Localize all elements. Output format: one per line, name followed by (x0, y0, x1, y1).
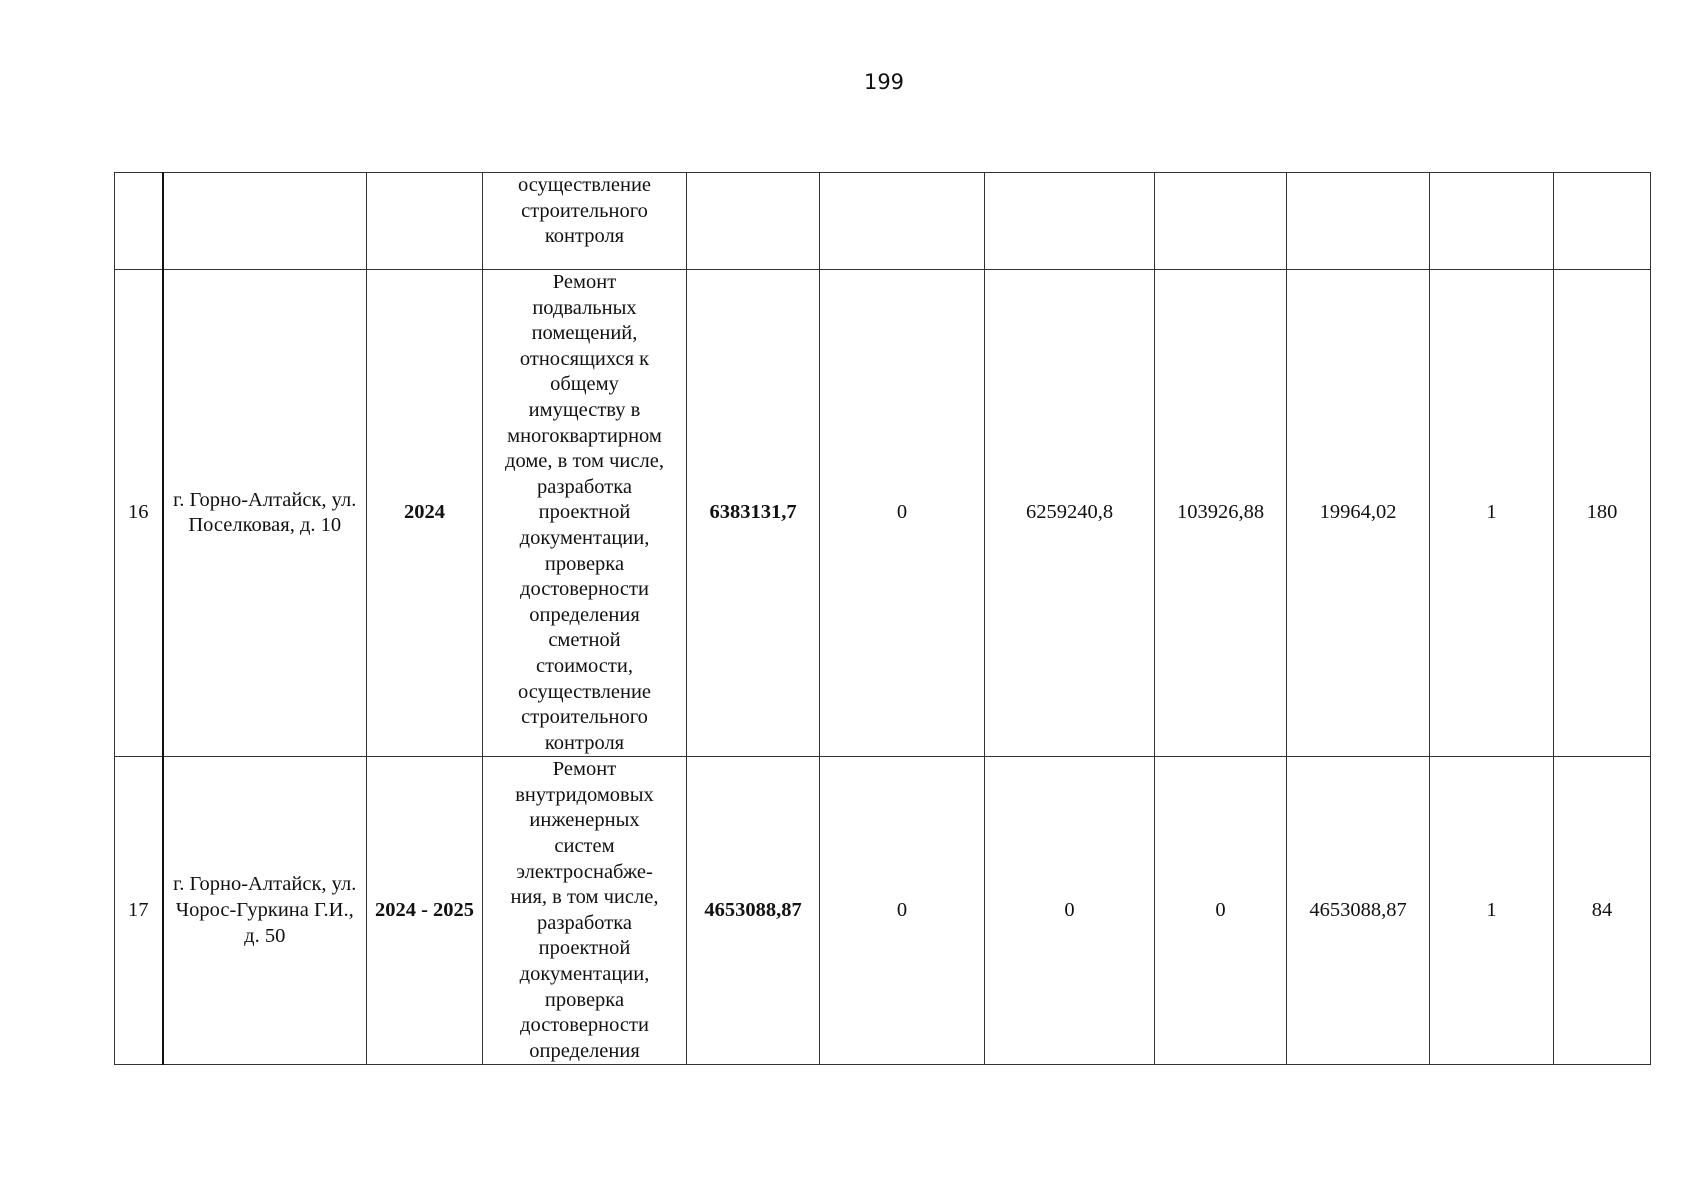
total-cost-cell (687, 173, 820, 270)
total-cost-cell: 4653088,87 (687, 757, 820, 1065)
value-cell: 6259240,8 (985, 270, 1155, 757)
value-cell: 0 (1155, 757, 1287, 1065)
value-cell: 180 (1554, 270, 1651, 757)
years-cell: 2024 - 2025 (367, 757, 483, 1065)
table-row (115, 173, 1651, 270)
value-cell (820, 173, 985, 270)
value-cell: 103926,88 (1155, 270, 1287, 757)
value-cell: 0 (985, 757, 1155, 1065)
table-row (115, 270, 1651, 757)
work-description-text: Ремонт внутридомовых инженерных систем электроснабже- ния, в том числе, разработка проектной документации, проверка достоверности определения (510, 758, 659, 1062)
work-description-cell (483, 173, 687, 270)
work-description-text: Ремонт подвальных помещений, относящихся к общему имуществу в многоквартирном доме, в том числе, разработка проектной документации, проверка достоверности определения сметной стоимости, осуществление строительного контроля (505, 271, 664, 754)
address-cell (163, 173, 367, 270)
address-cell: г. Горно-Алтайск, ул. Чорос-Гуркина Г.И., д. 50 (163, 757, 367, 1065)
row-number: 16 (115, 270, 163, 757)
value-cell: 84 (1554, 757, 1651, 1065)
value-cell: 4653088,87 (1287, 757, 1430, 1065)
value-cell: 1 (1430, 270, 1554, 757)
program-table (114, 172, 1651, 1065)
row-number (115, 173, 163, 270)
table-row (115, 757, 1651, 1065)
value-cell: 0 (820, 270, 985, 757)
value-cell (1430, 173, 1554, 270)
value-cell (985, 173, 1155, 270)
value-cell (1287, 173, 1430, 270)
value-cell (1554, 173, 1651, 270)
work-description-text: осуществление строительного контроля (517, 174, 652, 248)
value-cell: 1 (1430, 757, 1554, 1065)
value-cell: 0 (820, 757, 985, 1065)
row-number: 17 (115, 757, 163, 1065)
value-cell (1155, 173, 1287, 270)
years-cell (367, 173, 483, 270)
address-cell: г. Горно-Алтайск, ул. Поселковая, д. 10 (163, 270, 367, 757)
page-number: 199 (863, 70, 905, 94)
work-description-cell (483, 757, 687, 1065)
years-cell: 2024 (367, 270, 483, 757)
value-cell: 19964,02 (1287, 270, 1430, 757)
work-description-cell (483, 270, 687, 757)
total-cost-cell: 6383131,7 (687, 270, 820, 757)
